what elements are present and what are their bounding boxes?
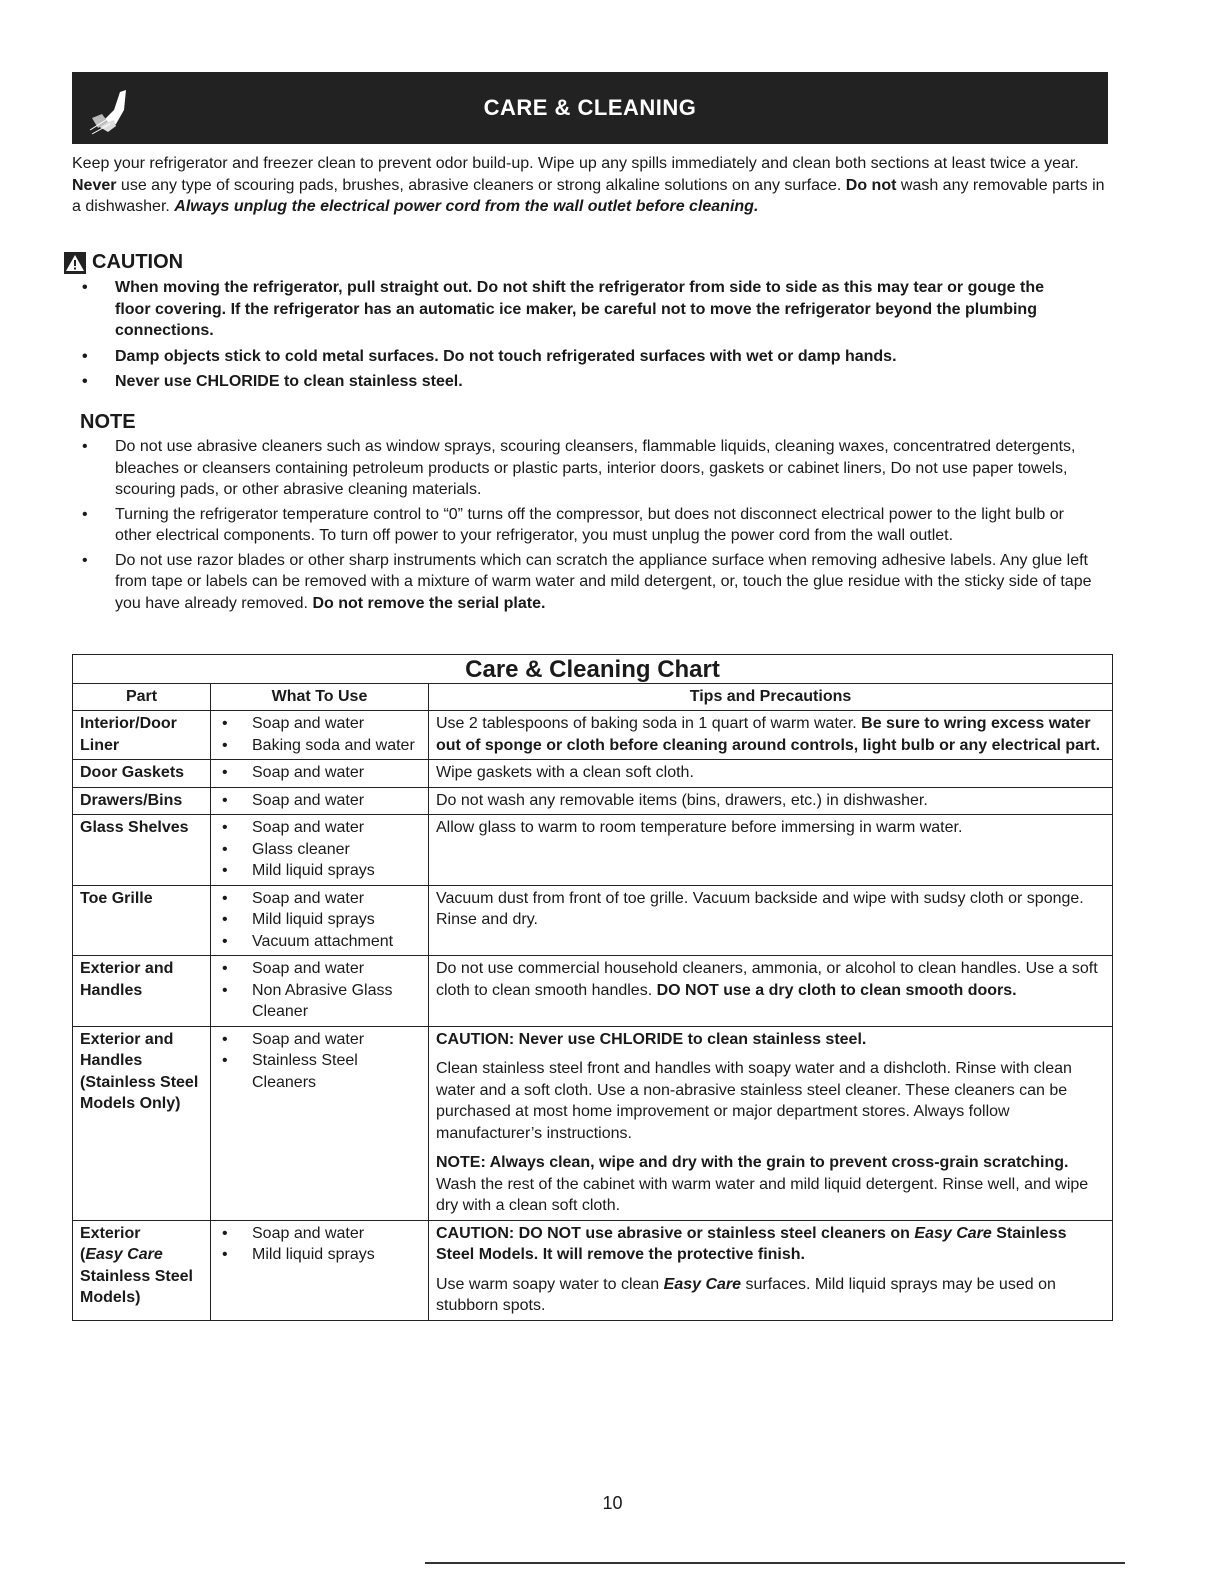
serial-plate-warning: Do not remove the serial plate. (312, 594, 546, 612)
tips-cell: Vacuum dust from front of toe grille. Vacuum backside and wipe with sudsy cloth or sponge. Rinse and dry. (429, 885, 1113, 956)
warning-triangle-icon (64, 252, 86, 274)
list-item: • Soap and water (218, 1029, 421, 1051)
list-item: • Mild liquid sprays (218, 860, 421, 882)
tip-text (436, 1274, 1105, 1317)
note-list (72, 436, 1102, 617)
tips-cell: Do not wash any removable items (bins, drawers, etc.) in dishwasher. (429, 787, 1113, 815)
note-item-text: Do not use razor blades or other sharp instruments which can scratch the appliance surface when removing adhesive labels. Any glue left from tape or labels can be removed with a mixture of warm water and mild detergent, or, touch the glue residue with the sticky side of tape you have already removed. (115, 551, 1092, 612)
what-to-use-cell (211, 760, 429, 788)
list-item: • Baking soda and water (218, 735, 421, 757)
what-to-use-cell (211, 787, 429, 815)
intro-paragraph (72, 153, 1112, 218)
caution-heading (64, 251, 183, 274)
caution-item: • Damp objects stick to cold metal surfaces. Do not touch refrigerated surfaces with wet or damp hands. (72, 346, 1072, 368)
tip-text-a: Use warm soapy water to clean (436, 1275, 664, 1293)
tip-note (436, 1152, 1105, 1217)
table-row (73, 1026, 1113, 1220)
tip-text: Clean stainless steel front and handles with soapy water and a dishcloth. Rinse with clean water and a soft cloth. Use a non-abrasive stainless steel cleaner. These cleaners can be purchased at most home improvement or major department stores. Always follow manufacturer’s instructions. (436, 1060, 1072, 1142)
part-label: Exterior (80, 1224, 141, 1242)
list-item: • Stainless Steel Cleaners (218, 1050, 421, 1093)
list-item: • Soap and water (218, 1223, 421, 1245)
intro-text-3: wash any removable parts in a dishwasher. (72, 176, 1105, 215)
list-item: • Soap and water (218, 888, 421, 910)
tip-note-text: Wash the rest of the cabinet with warm water and mild liquid detergent. Rinse well, and wipe dry with a clean soft cloth. (436, 1175, 1089, 1214)
column-header-part: Part (73, 683, 211, 711)
chart-table (72, 654, 1113, 1321)
intro-text-2: use any type of scouring pads, brushes, abrasive cleaners or strong alkaline solutions on any surface. (116, 176, 846, 194)
tip-caution-c: Stainless Steel Models. It will remove the protective finish. (436, 1224, 1067, 1263)
list-item: • Soap and water (218, 958, 421, 980)
cleaning-hand-icon (86, 80, 142, 138)
list-item: • Mild liquid sprays (218, 1244, 421, 1266)
note-item (72, 504, 1102, 547)
tip-warning: DO NOT use a dry cloth to clean smooth doors. (656, 981, 1017, 999)
page-title: CARE & CLEANING (483, 95, 697, 120)
caution-title: CAUTION (92, 251, 184, 273)
table-header-row (73, 683, 1113, 711)
tips-cell (429, 956, 1113, 1027)
care-cleaning-chart (72, 654, 1112, 1321)
intro-do-not: Do not (845, 176, 897, 194)
part-cell: Glass Shelves (73, 815, 211, 886)
note-heading: NOTE (80, 411, 136, 433)
part-cell: Exterior and Handles (73, 956, 211, 1027)
caution-item: • Never use CHLORIDE to clean stainless steel. (72, 371, 1072, 393)
part-cell: Exterior and Handles (Stainless Steel Models Only) (73, 1026, 211, 1220)
tips-cell: Allow glass to warm to room temperature before immersing in warm water. (429, 815, 1113, 886)
tip-warning: Be sure to wring excess water out of sponge or cloth before cleaning around controls, light bulb or any electrical part. (436, 715, 1101, 754)
intro-always-unplug: Always unplug the electrical power cord from the wall outlet before cleaning. (174, 198, 759, 215)
what-to-use-cell (211, 1026, 429, 1220)
part-cell: Drawers/Bins (73, 787, 211, 815)
table-row (73, 711, 1113, 760)
column-header-what-to-use: What To Use (211, 683, 429, 711)
note-item-text: Do not use abrasive cleaners such as window sprays, scouring cleansers, flammable liquids, cleaning waxes, concentratred detergents, bleaches or cleansers containing petroleum products or plastic parts, interior doors, gaskets or cabinet liners, Do not use paper towels, scouring pads, or other abrasive cleaning materials. (115, 438, 1076, 498)
note-item-text: Turning the refrigerator temperature control to “0” turns off the compressor, but does not disconnect electrical power to the light bulb or other electrical components. To turn off power to your refrigerator, you must unplug the power cord from the wall outlet. (115, 505, 1064, 544)
list-item: • Soap and water (218, 713, 421, 735)
tips-cell (429, 711, 1113, 760)
list-item: • Non Abrasive Glass Cleaner (218, 980, 421, 1023)
table-row (73, 885, 1113, 956)
tip-caution: CAUTION: Never use CHLORIDE to clean stainless steel. (436, 1030, 867, 1048)
table-row (73, 956, 1113, 1027)
what-to-use-cell (211, 711, 429, 760)
intro-text-1: Keep your refrigerator and freezer clean to prevent odor build-up. Wipe up any spills immediately and clean both sections at least twice a year. (72, 155, 1079, 172)
what-to-use-cell (211, 956, 429, 1027)
part-cell: Toe Grille (73, 885, 211, 956)
note-item (72, 436, 1102, 501)
part-label-easy-care: Easy Care (85, 1246, 163, 1263)
tip-text: Do not use commercial household cleaners, ammonia, or alcohol to clean handles. Use a soft cloth to clean smooth handles. (436, 960, 1098, 999)
part-cell: Door Gaskets (73, 760, 211, 788)
table-row (73, 760, 1113, 788)
part-cell (73, 1220, 211, 1320)
tip-caution (436, 1223, 1105, 1266)
tips-cell (429, 1220, 1113, 1320)
tip-note-bold: NOTE: Always clean, wipe and dry with the grain to prevent cross-grain scratching. (436, 1154, 1069, 1171)
table-row (73, 787, 1113, 815)
caution-list (72, 277, 1072, 397)
section-banner (72, 72, 1108, 144)
note-item (72, 550, 1102, 615)
tip-text: Use 2 tablespoons of baking soda in 1 quart of warm water. (436, 715, 862, 732)
caution-item: • When moving the refrigerator, pull straight out. Do not shift the refrigerator from side to side as this may tear or gouge the floor covering. If the refrigerator has an automatic ice maker, be careful not to move the refrigerator beyond the plumbing connections. (72, 277, 1072, 342)
tip-text-c: surfaces. Mild liquid sprays may be used on stubborn spots. (436, 1275, 1056, 1314)
list-item: • Soap and water (218, 762, 421, 784)
list-item: • Glass cleaner (218, 839, 421, 861)
list-item: • Soap and water (218, 817, 421, 839)
table-row (73, 1220, 1113, 1320)
footer-divider (425, 1562, 1125, 1564)
page-number: 10 (602, 1493, 623, 1513)
what-to-use-cell (211, 815, 429, 886)
tip-text-easy-care: Easy Care (663, 1275, 742, 1293)
part-cell: Interior/Door Liner (73, 711, 211, 760)
tip-caution-a: CAUTION: DO NOT use abrasive or stainless steel cleaners on (436, 1224, 915, 1242)
tips-cell (429, 1026, 1113, 1220)
intro-never: Never (72, 176, 117, 194)
what-to-use-cell (211, 1220, 429, 1320)
list-item: • Mild liquid sprays (218, 909, 421, 931)
table-row (73, 815, 1113, 886)
part-label-paren: ( (80, 1246, 86, 1263)
part-label-rest: Stainless Steel Models) (80, 1267, 193, 1306)
column-header-tips: Tips and Precautions (429, 683, 1113, 711)
list-item: • Soap and water (218, 790, 421, 812)
tip-caution-easy-care: Easy Care (914, 1224, 992, 1242)
tips-cell: Wipe gaskets with a clean soft cloth. (429, 760, 1113, 788)
chart-title: Care & Cleaning Chart (73, 655, 1113, 684)
what-to-use-cell (211, 885, 429, 956)
list-item: • Vacuum attachment (218, 931, 421, 953)
